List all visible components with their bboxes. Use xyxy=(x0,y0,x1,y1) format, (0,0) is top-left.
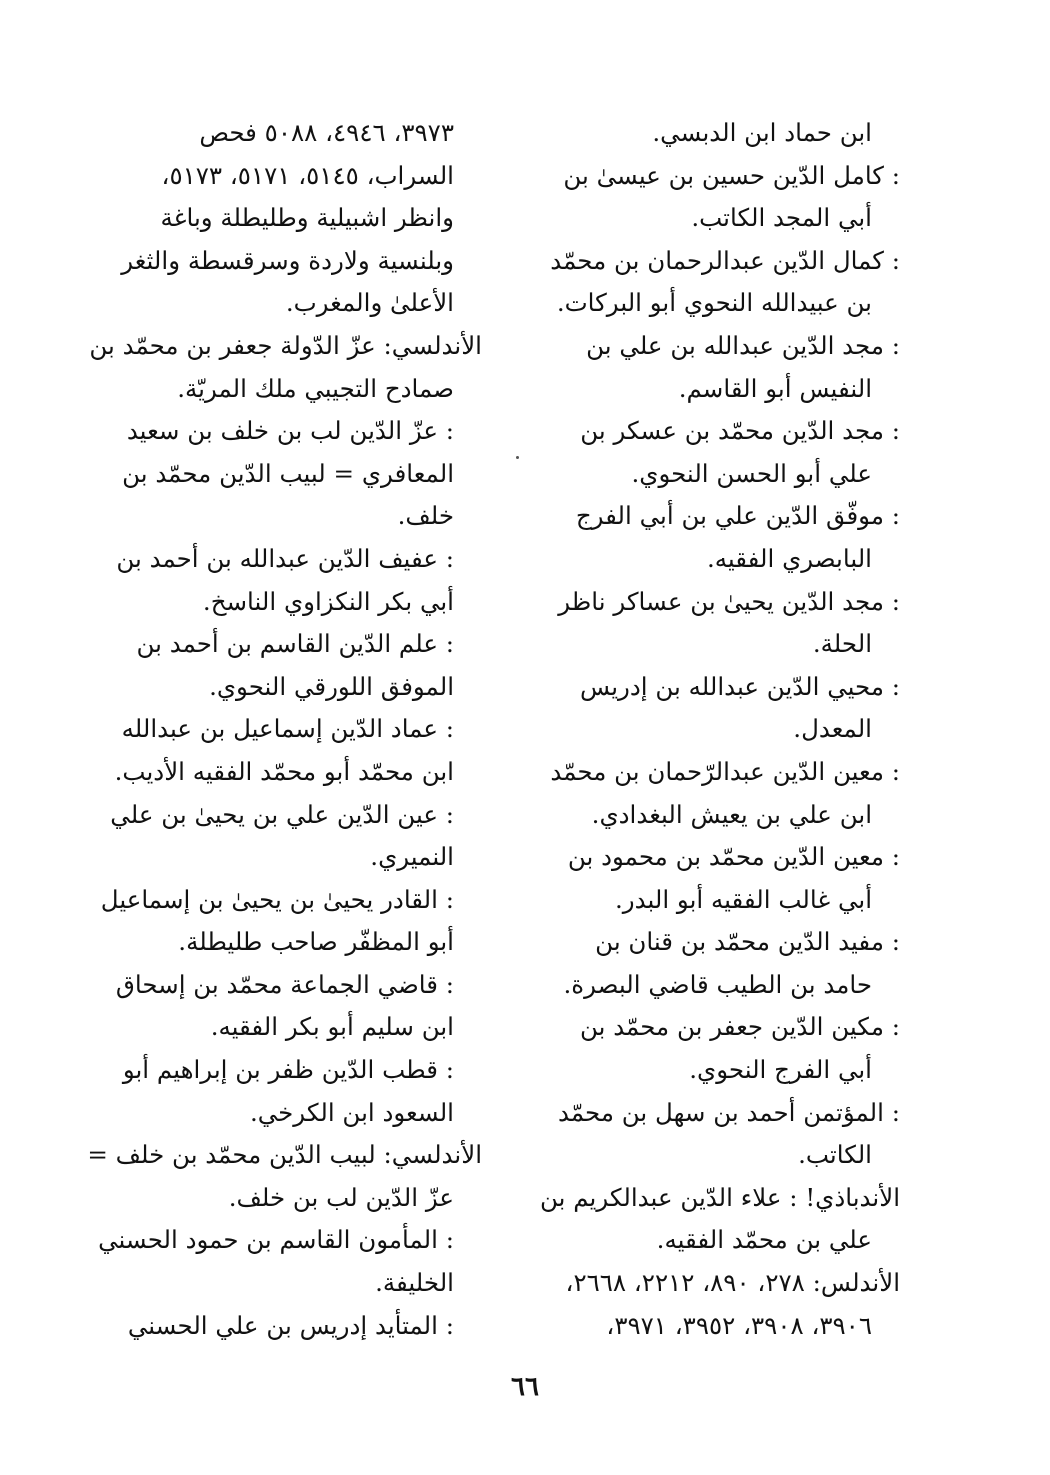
text-line: : كامل الدّين حسين بن عيسىٰ بن xyxy=(563,160,900,190)
text-line: : مجد الدّين عبدالله بن علي بن xyxy=(586,330,900,360)
text-line: أبي غالب الفقيه أبو البدر. xyxy=(614,884,872,914)
text-line: : مجد الدّين يحيىٰ بن عساكر ناظر xyxy=(558,586,900,616)
text-line: السراب، ٥١٤٥، ٥١٧١، ٥١٧٣، xyxy=(161,160,454,190)
text-line: ٣٩٧٣، ٤٩٤٦، ٥٠٨٨ فحص xyxy=(199,118,454,147)
text-line: : عماد الدّين إسماعيل بن عبدالله xyxy=(121,714,454,744)
text-line: السعود ابن الكرخي. xyxy=(249,1097,454,1127)
text-line: : معين الدّين محمّد بن محمود بن xyxy=(567,842,900,872)
left-column xyxy=(82,112,482,1347)
text-line: : القادر يحيىٰ بن يحيىٰ بن إسماعيل xyxy=(100,884,454,914)
text-line: : المتأيد إدريس بن علي الحسني xyxy=(127,1310,454,1340)
text-line: أبي الفرج النحوي. xyxy=(689,1055,872,1085)
text-line: صمادح التجيبي ملك المريّة. xyxy=(177,373,454,403)
text-line: أبي بكر النكزاوي الناسخ. xyxy=(202,586,454,616)
text-line: وبلنسية ولاردة وسرقسطة والثغر xyxy=(121,245,454,275)
text-line: : مفيد الدّين محمّد بن قنان بن xyxy=(595,927,900,957)
text-line: خلف. xyxy=(397,501,454,531)
text-line: المعافري = لبيب الدّين محمّد بن xyxy=(122,458,454,488)
text-line: : المأمون القاسم بن حمود الحسني xyxy=(98,1225,454,1255)
text-line: بن عبيدالله النحوي أبو البركات. xyxy=(556,288,872,318)
text-line: البابصري الفقيه. xyxy=(706,543,872,573)
text-line: ٣٩٠٦، ٣٩٠٨، ٣٩٥٢، ٣٩٧١، xyxy=(606,1310,872,1340)
text-line: : قاضي الجماعة محمّد بن إسحاق xyxy=(115,969,454,999)
page-number: ٦٦ xyxy=(511,1372,539,1402)
text-line: : مكين الدّين جعفر بن محمّد بن xyxy=(579,1012,900,1042)
text-line: الأندباذي! : علاء الدّين عبدالكريم بن xyxy=(539,1182,900,1212)
text-line: : قطب الدّين ظفر بن إبراهيم أبو xyxy=(122,1055,454,1085)
text-line: : المؤتمن أحمد بن سهل بن محمّد xyxy=(558,1097,900,1127)
text-line: الأعلىٰ والمغرب. xyxy=(285,288,454,318)
text-line: : عزّ الدّين لب بن خلف بن سعيد xyxy=(126,416,454,446)
text-line: عزّ الدّين لب بن خلف. xyxy=(228,1182,454,1212)
text-line: : عين الدّين علي بن يحيىٰ بن علي xyxy=(110,799,454,829)
text-line: : مجد الدّين محمّد بن عسكر بن xyxy=(580,416,900,446)
text-line: الحلة. xyxy=(812,629,872,659)
text-line: ابن محمّد أبو محمّد الفقيه الأديب. xyxy=(114,756,454,786)
text-line: المعدل. xyxy=(793,714,872,744)
text-line: : عفيف الدّين عبدالله بن أحمد بن xyxy=(116,543,454,573)
text-line: : موفّق الدّين علي بن أبي الفرج xyxy=(575,501,900,531)
text-line: الكاتب. xyxy=(798,1140,872,1170)
stray-mark xyxy=(516,456,519,459)
text-line: : معين الدّين عبدالرّحمان بن محمّد xyxy=(550,756,900,786)
text-line: الأندلسي: عزّ الدّولة جعفر بن محمّد بن xyxy=(89,330,482,360)
text-line: أبي المجد الكاتب. xyxy=(691,203,872,233)
text-line: ابن حماد ابن الدبسي. xyxy=(652,118,872,147)
text-line: الأندلسي: لبيب الدّين محمّد بن خلف = xyxy=(87,1140,482,1170)
text-line: ابن سليم أبو بكر الفقيه. xyxy=(210,1012,454,1042)
text-line: الأندلس: ٢٧٨، ٨٩٠، ٢٢١٢، ٢٦٦٨، xyxy=(565,1268,900,1298)
text-line: الموفق اللورقي النحوي. xyxy=(209,671,454,701)
text-line: الخليفة. xyxy=(375,1268,454,1298)
text-line: علي أبو الحسن النحوي. xyxy=(631,458,872,488)
text-line: : كمال الدّين عبدالرحمان بن محمّد xyxy=(550,245,900,275)
text-line: : علم الدّين القاسم بن أحمد بن xyxy=(136,629,454,659)
text-line: النفيس أبو القاسم. xyxy=(678,373,872,403)
text-line: : محيي الدّين عبدالله بن إدريس xyxy=(579,671,900,701)
text-line: ابن علي بن يعيش البغدادي. xyxy=(591,799,872,829)
text-line: النميري. xyxy=(370,842,454,872)
text-line: أبو المظفّر صاحب طليطلة. xyxy=(178,927,454,957)
right-column xyxy=(500,112,900,1347)
text-line: حامد بن الطيب قاضي البصرة. xyxy=(563,969,872,999)
text-line: علي بن محمّد الفقيه. xyxy=(656,1225,872,1255)
text-line: وانظر اشبيلية وطليطلة وباغة xyxy=(160,203,454,233)
